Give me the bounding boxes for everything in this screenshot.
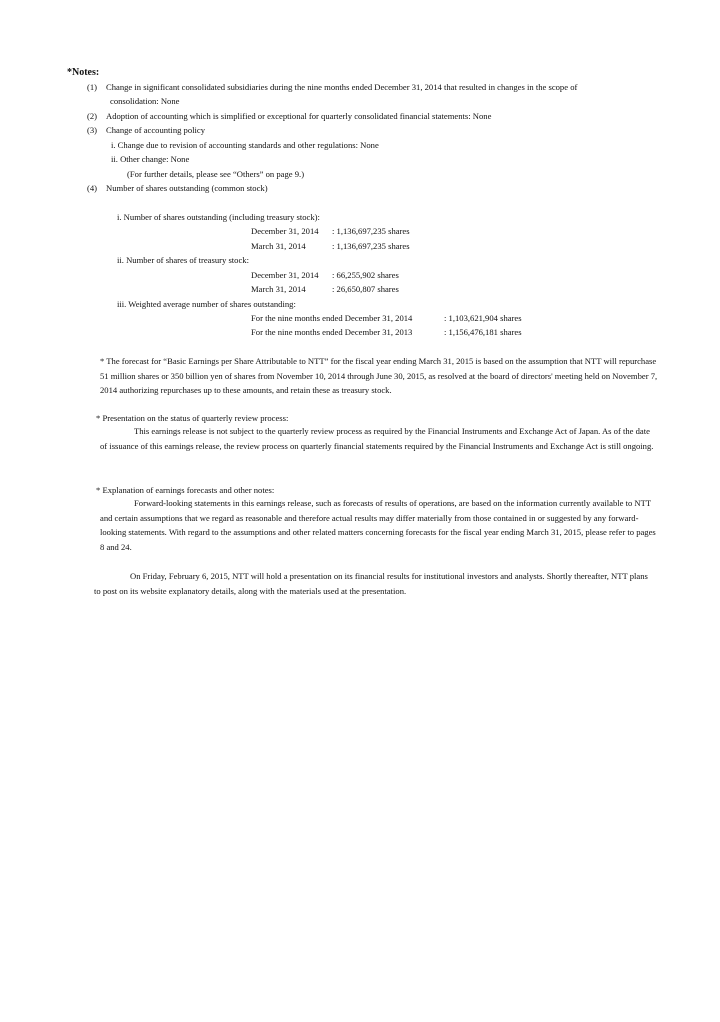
shares-heading: Number of shares outstanding (common stock) [106,183,268,193]
shares-row-date: March 31, 2014 [251,241,306,251]
policy-other-change: ii. Other change: None [111,154,190,164]
forecast-note [96,354,660,398]
policy-see-note: (For further details, please see “Others” on page 9.) [127,169,305,179]
explanation-body: Forward-looking statements in this earnings release, such as forecasts of results of operations, are based on the information currently available to NTT and certain assumptions that we regard as reasonable and therefore actual results may differ materially from those contained in or suggested by any forward-looking statements. With regard to the assumptions and other related matters concerning forecasts for the fiscal year ending March 31, 2015, please refer to pages 8 and 24. [100,498,656,552]
shares-row-value: : 26,650,807 shares [332,284,399,294]
item-text: Change of accounting policy [106,125,206,135]
policy-change-standards: i. Change due to revision of accounting standards and other regulations: None [111,140,379,150]
shares-row-value: : 1,156,476,181 shares [444,327,522,337]
shares-row-date: December 31, 2014 [251,226,319,236]
shares-row-date: March 31, 2014 [251,284,306,294]
shares-row-value: : 66,255,902 shares [332,270,399,280]
explanation-heading: * Explanation of earnings forecasts and other notes: [96,485,275,495]
item-number: (3) [87,125,98,135]
notes-title: *Notes: [67,67,100,78]
weighted-average-label: iii. Weighted average number of shares outstanding: [117,299,296,309]
shares-row-value: : 1,136,697,235 shares [332,241,410,251]
shares-row-value: : 1,103,621,904 shares [444,313,522,323]
item-number: (1) [87,82,98,92]
closing-paragraph: On Friday, February 6, 2015, NTT will hold a presentation on its financial results for institutional investors and analysts. Shortly thereafter, NTT plans to post on its website explanatory details, along with the materials used at the presentation. [94,571,648,596]
shares-row-value: : 1,136,697,235 shares [332,226,410,236]
item-number: (2) [87,111,98,121]
review-body: This earnings release is not subject to the quarterly review process as required by the Financial Instruments and Exchange Act of Japan. As of the date of issuance of this earnings release, the review process on quarterly financial statements required by the Financial Instruments and Exchange Act is still ongoing. [100,426,654,451]
forecast-note-text: * The forecast for “Basic Earnings per Share Attributable to NTT” for the fiscal year ending March 31, 2015 is based on the assumption that NTT will repurchase 51 million shares or 350 billion yen of shares from November 10, 2014 through June 30, 2015, as resolved at the board of directors' meeting held on November 7, 2014 authorizing repurchases up to these amounts, and retain these as treasury stock. [100,356,658,395]
item-text: Change in significant consolidated subsidiaries during the nine months ended December 31, 2014 that resulted in changes in the scope of [106,82,578,92]
item-number: (4) [87,183,98,193]
review-heading: * Presentation on the status of quarterly review process: [96,413,289,423]
shares-row-date: For the nine months ended December 31, 2014 [251,313,413,323]
item-text-continued: consolidation: None [110,96,180,106]
shares-row-date: December 31, 2014 [251,270,319,280]
shares-outstanding-label: i. Number of shares outstanding (including treasury stock): [117,212,320,222]
shares-row-date: For the nine months ended December 31, 2013 [251,327,413,337]
treasury-stock-label: ii. Number of shares of treasury stock: [117,255,249,265]
item-text: Adoption of accounting which is simplified or exceptional for quarterly consolidated financial statements: None [106,111,492,121]
